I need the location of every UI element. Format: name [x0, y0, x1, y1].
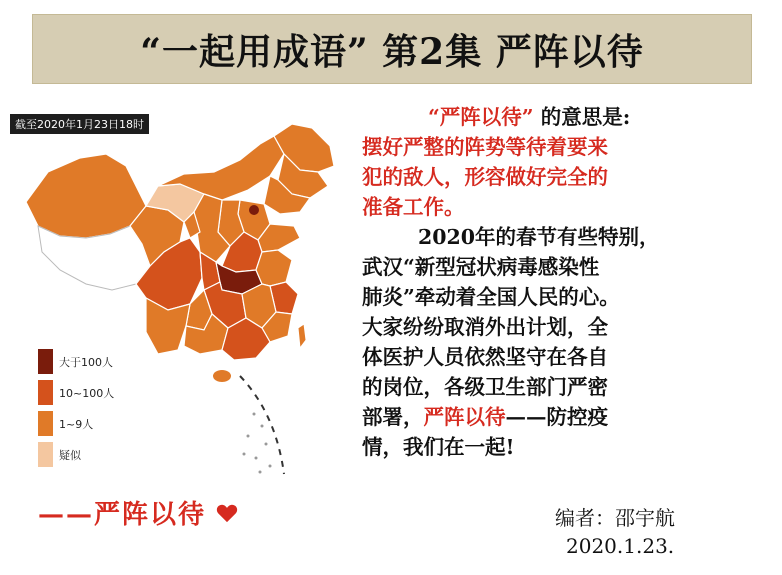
idiom-term: “严阵以待”: [428, 105, 534, 129]
legend-item-over-100: [38, 346, 114, 377]
legend-label: 10~100人: [59, 386, 115, 400]
legend-swatch: [38, 442, 53, 467]
body-line: 武汉“新型冠状病毒感染性: [362, 255, 600, 279]
map-caption: 截至2020年1月23日18时: [10, 114, 149, 134]
definition-line: 犯的敌人，形容做好完全的: [362, 165, 608, 189]
definition-line: 摆好严整的阵势等待着要来: [362, 135, 608, 159]
legend-item-suspected: [38, 439, 114, 470]
legend-label: 大于100人: [59, 355, 113, 369]
definition-intro: [362, 102, 772, 132]
body-line: 2020年的春节有些特别，: [418, 225, 660, 249]
legend-swatch: [38, 411, 53, 436]
publish-date: 2020.1.23.: [566, 534, 675, 558]
map-legend: [38, 346, 114, 470]
heart-icon: [216, 503, 238, 523]
legend-label: 1~9人: [59, 417, 94, 431]
body-text: ——防控疫: [505, 405, 608, 429]
body-line: 情，我们在一起!: [362, 435, 515, 459]
legend-label: 疑似: [59, 448, 81, 462]
body-line: 肺炎”牵动着全国人民的心。: [362, 285, 620, 309]
legend-item-10-100: [38, 377, 114, 408]
definition-intro-text: 的意思是:: [533, 105, 631, 129]
idiom-explanation: [362, 102, 772, 462]
slogan-text: ——严阵以待: [38, 500, 207, 530]
region-jiangsu-anhui: [256, 250, 292, 286]
body-line: 大家纷纷取消外出计划，全: [362, 315, 608, 339]
definition-line: 准备工作。: [362, 195, 465, 219]
legend-swatch: [38, 380, 53, 405]
body-line: 体医护人员依然坚守在各自: [362, 345, 608, 369]
body-text: 部署，: [362, 405, 424, 429]
body-line: [362, 402, 772, 432]
body-line: 的岗位，各级卫生部门严密: [362, 375, 608, 399]
region-taiwan: [298, 324, 306, 348]
china-epidemic-map: [8, 114, 360, 486]
region-beijing: [249, 205, 259, 215]
legend-item-1-9: [38, 408, 114, 439]
idiom-term-inline: 严阵以待: [423, 405, 506, 429]
region-xinjiang: [26, 154, 146, 238]
legend-swatch: [38, 349, 53, 374]
slogan: [38, 494, 238, 531]
south-sea-islands: [243, 413, 272, 474]
title-banner: [32, 14, 752, 84]
region-hainan: [213, 370, 231, 382]
page-title: “一起用成语” 第2集 严阵以待: [140, 30, 644, 73]
author-credit: 编者：邵宇航: [555, 506, 675, 530]
